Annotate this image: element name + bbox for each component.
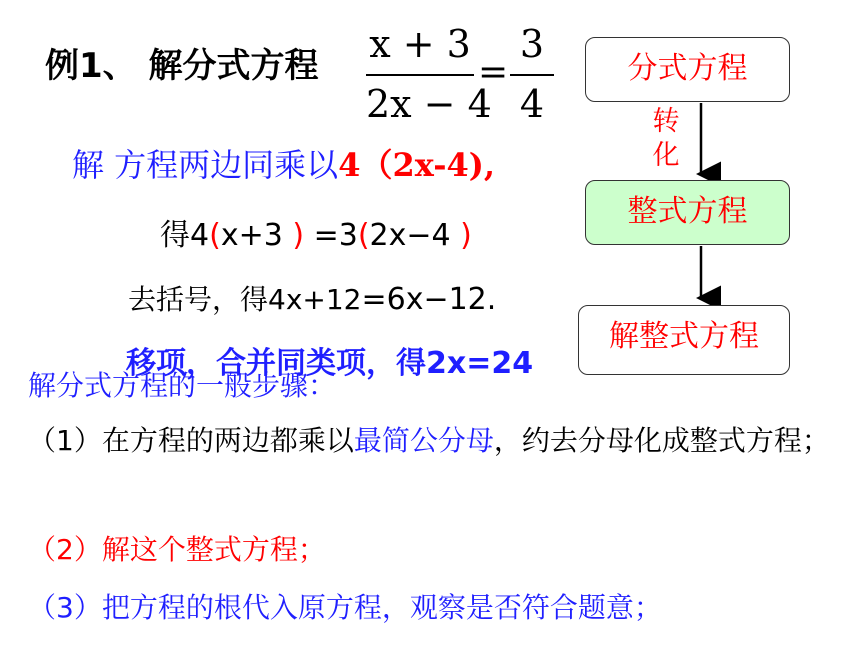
step1-text-a: （1）在方程的两边都乘以 [28,424,354,457]
line2-paren: ( [209,218,221,253]
step1-text-b: ，约去分母化成整式方程； [493,424,830,457]
step1-lcd: 最简公分母 [353,424,494,457]
line2-paren: ) [460,218,472,253]
equals-sign: = [478,52,509,93]
line2-paren: ( [357,218,370,253]
solution-line-1 [72,140,495,186]
line2-part-c: =3 [304,218,358,253]
left-denominator: 2x − 4 [366,82,492,126]
line3-part-b: =6x−12. [361,282,497,317]
step-1 [28,420,838,462]
left-numerator: x + 3 [369,22,471,66]
left-fraction [366,22,492,126]
step-2: （2）解这个整式方程； [28,533,326,566]
steps-title: 解分式方程的一般步骤： [28,369,337,402]
solution-line-4: 移项，合并同类项，得2x=24 [126,346,534,381]
line3-part-a: 去括号，得4x+12 [128,283,362,316]
solution-multiplier: 4（2x-4), [338,146,496,184]
solution-line-2 [160,210,472,254]
step-3: （3）把方程的根代入原方程，观察是否符合题意； [28,591,662,624]
fraction-bar [366,74,474,76]
example-title: 例1、 解分式方程 [45,46,319,86]
box-fractional-equation: 分式方程 [585,37,790,102]
fraction-bar [510,74,554,76]
line2-part-a: 得4 [160,218,210,253]
line2-part-d: 2x−4 [369,218,461,253]
line2-part-b: x+3 [220,218,293,253]
right-fraction [510,22,554,126]
right-denominator: 4 [519,82,545,126]
right-numerator: 3 [519,22,545,66]
solution-line-4-clip [126,340,566,381]
solution-line-3 [128,278,496,318]
box-solve-integral-equation: 解整式方程 [578,305,790,375]
solution-line-1-text: 解 方程两边同乘以 [72,146,339,184]
convert-char-2: 化 [652,140,680,171]
convert-char-1: 转 [652,106,680,137]
line2-paren: ) [292,218,305,253]
box-integral-equation: 整式方程 [585,180,790,245]
convert-label [650,105,682,173]
flowchart [570,0,810,355]
